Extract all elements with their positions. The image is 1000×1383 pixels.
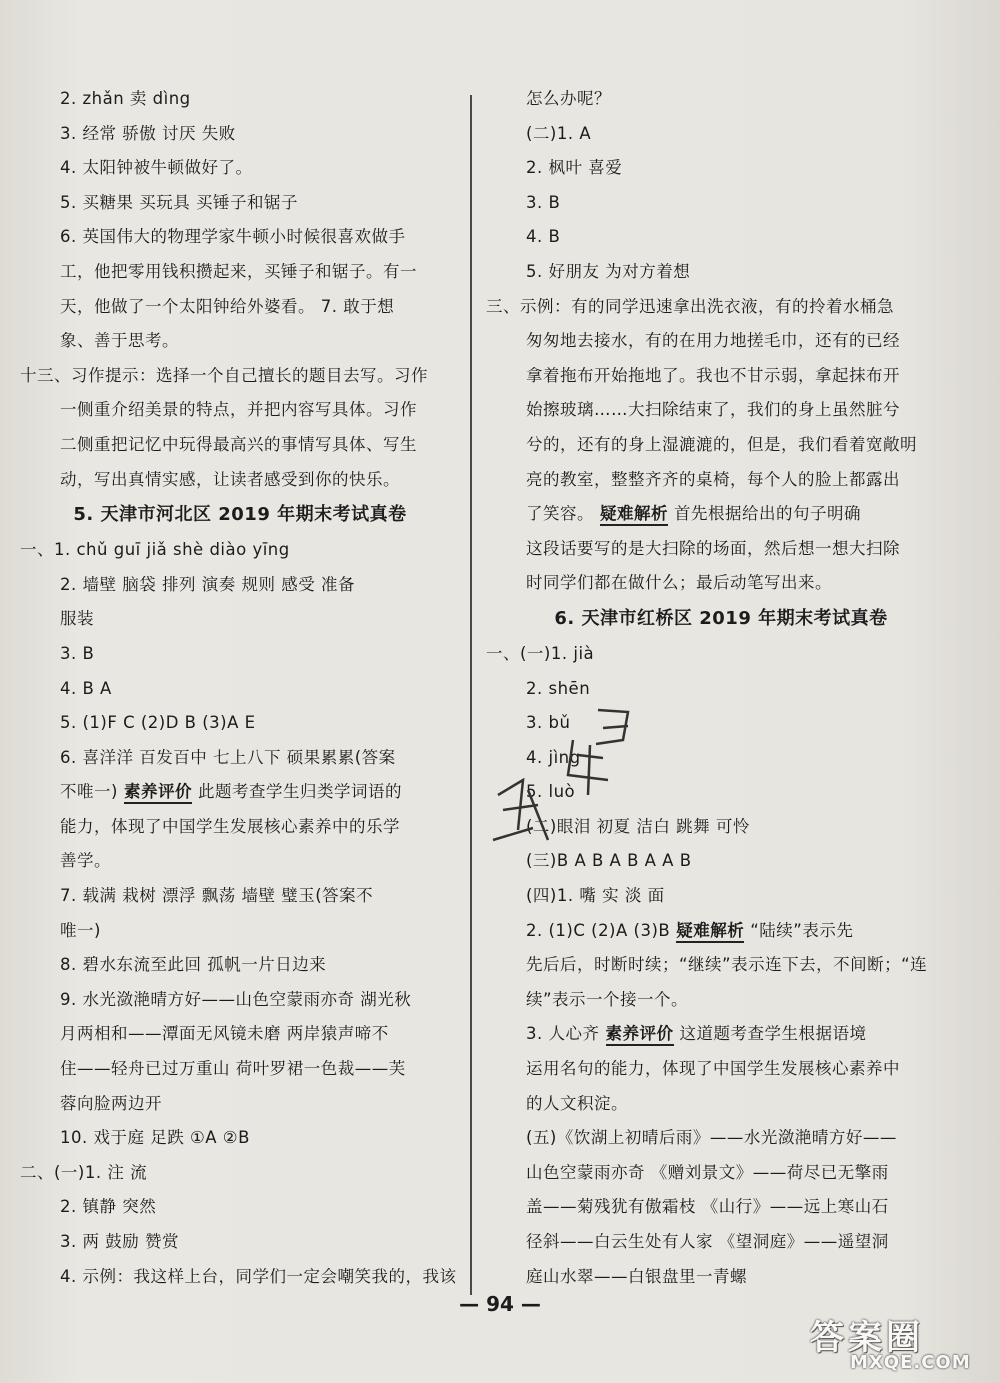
answer-line: 6. 喜洋洋 百发百中 七上八下 硕果累累(答案 (60, 747, 396, 767)
answer-text: 这道题考查学生根据语境 (679, 1024, 867, 1044)
answer-line: 5. 好朋友 为对方着想 (526, 261, 691, 281)
answer-line: 5. (1)F C (2)D B (3)A E (60, 713, 256, 733)
right-column (486, 82, 956, 1294)
answer-text: 首先根据给出的句子明确 (674, 504, 861, 524)
handwritten-scribble (478, 700, 648, 860)
answer-line: 2. zhǎn 卖 dìng (60, 89, 191, 108)
answer-line: 二、(一)1. 注 流 (20, 1162, 148, 1182)
answer-line: (四)1. 嘴 实 淡 面 (526, 886, 665, 906)
answer-line: 2. shēn (526, 678, 591, 698)
answer-line: 3. bǔ (526, 713, 571, 733)
answer-line: 住——轻舟已过万重山 荷叶罗裙一色裁——芙 (60, 1059, 406, 1079)
answer-line: 天，他做了一个太阳钟给外婆看。 7. 敢于想 (60, 296, 395, 316)
answer-line: 二侧重把记忆中玩得最高兴的事情写具体、写生 (60, 434, 417, 454)
answer-line: 2. 镇静 突然 (60, 1197, 157, 1217)
answer-line: 5. luò (526, 782, 576, 802)
answer-line: 3. B (526, 192, 561, 212)
answer-line: 山色空蒙雨亦奇 《赠刘景文》——荷尽已无擎雨 (526, 1162, 889, 1182)
answer-line: 10. 戏于庭 足跌 ①A ②B (60, 1128, 250, 1148)
watermark-site: MXQE.COM (850, 1352, 971, 1373)
answer-line: 匆匆地去接水，有的在用力地搓毛巾，还有的已经 (526, 331, 900, 351)
answer-line: 先后后，时断时续；“继续”表示连下去，不间断；“连 (526, 955, 928, 975)
answer-line: 4. 示例：我这样上台，同学们一定会嘲笑我的，我该 (60, 1266, 457, 1286)
answer-line: 亮的教室，整整齐齐的桌椅，每个人的脸上都露出 (526, 469, 900, 489)
answer-line (486, 497, 956, 532)
answer-line: 庭山水翠——白银盘里一青螺 (526, 1266, 747, 1286)
answer-line: 5. 买糖果 买玩具 买锤子和锯子 (60, 192, 298, 212)
answer-line: 三、示例：有的同学迅速拿出洗衣液，有的拎着水桶急 (486, 296, 894, 316)
answer-line: 这段话要写的是大扫除的场面，然后想一想大扫除 (526, 538, 900, 558)
answer-text: 了笑容。 (526, 504, 594, 524)
answer-line: 服装 (60, 609, 94, 629)
answer-line: 兮的，还有的身上湿漉漉的，但是，我们看着宽敞明 (526, 434, 917, 454)
answer-line: 始擦玻璃……大扫除结束了，我们的身上虽然脏兮 (526, 400, 900, 420)
answer-line: 月两相和——潭面无风镜未磨 两岸猿声啼不 (60, 1024, 389, 1044)
answer-text: “陆续”表示先 (750, 920, 854, 940)
annotation-tag: 素养评价 (124, 782, 192, 804)
answer-text: 此题考查学生归类学词语的 (197, 782, 402, 802)
answer-line: 一、1. chǔ guī jiǎ shè diào yīng (20, 540, 290, 560)
answer-line: 3. 经常 骄傲 讨厌 失败 (60, 123, 236, 143)
answer-line: 唯一) (60, 920, 101, 940)
answer-line: 蓉向脸两边开 (60, 1093, 162, 1113)
annotation-tag: 疑难解析 (600, 504, 668, 526)
answer-line: 十三、习作提示：选择一个自己擅长的题目去写。习作 (20, 365, 428, 385)
answer-line: 的人文积淀。 (526, 1093, 628, 1113)
answer-line: 时同学们都在做什么；最后动笔写出来。 (526, 573, 832, 593)
answer-line: 9. 水光潋滟晴方好——山色空蒙雨亦奇 湖光秋 (60, 989, 412, 1009)
answer-line: 2. 枫叶 喜爱 (526, 158, 623, 178)
answer-line: 续”表示一个接一个。 (526, 989, 689, 1009)
answer-line: 怎么办呢？ (526, 89, 611, 108)
answer-line: 4. 太阳钟被牛顿做好了。 (60, 158, 253, 178)
section-heading: 6. 天津市红桥区 2019 年期末考试真卷 (554, 607, 888, 629)
answer-text: 不唯一) (60, 782, 118, 802)
answer-text: 2. (1)C (2)A (3)B (526, 920, 671, 940)
answer-line: (五)《饮湖上初晴后雨》——水光潋滟晴方好—— (526, 1128, 897, 1148)
answer-line: 象、善于思考。 (60, 331, 179, 351)
answer-line: (二)眼泪 初夏 洁白 跳舞 可怜 (526, 816, 750, 836)
answer-line: 善学。 (60, 851, 111, 871)
left-column (20, 82, 460, 1294)
section-heading: 5. 天津市河北区 2019 年期末考试真卷 (73, 504, 407, 526)
answer-line: 径斜——白云生处有人家 《望洞庭》——遥望洞 (526, 1232, 889, 1251)
annotation-tag: 素养评价 (606, 1024, 674, 1046)
answer-line: 运用名句的能力，体现了中国学生发展核心素养中 (526, 1059, 900, 1079)
answer-line: 3. B (60, 643, 95, 663)
answer-line: 4. B A (60, 678, 112, 698)
answer-line: 4. B (526, 227, 561, 247)
answer-text: 3. 人心齐 (526, 1024, 600, 1044)
answer-line: 动，写出真情实感，让读者感受到你的快乐。 (60, 469, 400, 489)
answer-line: 4. jìng (526, 747, 581, 767)
page-number: — 94 — (459, 1292, 541, 1316)
column-divider (470, 95, 472, 1295)
answer-line: 一侧重介绍美景的特点，并把内容写具体。习作 (60, 400, 417, 420)
answer-line: 拿着拖布开始拖地了。我也不甘示弱，拿起抹布开 (526, 365, 900, 385)
answer-line: 8. 碧水东流至此回 孤帆一片日边来 (60, 955, 327, 975)
answer-line: (二)1. A (526, 123, 592, 143)
annotation-tag: 疑难解析 (676, 921, 744, 943)
answer-line: 盖——菊残犹有傲霜枝 《山行》——远上寒山石 (526, 1197, 889, 1217)
answer-line (20, 775, 460, 810)
answer-line: 工，他把零用钱积攒起来，买锤子和锯子。有一 (60, 261, 417, 281)
watermark-logo (790, 1310, 990, 1380)
answer-line: 6. 英国伟大的物理学家牛顿小时候很喜欢做手 (60, 227, 406, 247)
answer-line (486, 1017, 956, 1052)
watermark-logo-text: 答案圈 (810, 1318, 924, 1358)
answer-line: 2. 墙壁 脑袋 排列 演奏 规则 感受 准备 (60, 574, 355, 594)
answer-line: 7. 载满 栽树 漂浮 飘荡 墙壁 璧玉(答案不 (60, 886, 374, 906)
answer-line: 一、(一)1. jià (486, 643, 595, 663)
answer-line: 3. 两 鼓励 赞赏 (60, 1232, 179, 1251)
answer-line (486, 914, 956, 949)
answer-line: 能力，体现了中国学生发展核心素养中的乐学 (60, 816, 400, 836)
answer-line: (三)B A B A B A A B (526, 851, 692, 871)
